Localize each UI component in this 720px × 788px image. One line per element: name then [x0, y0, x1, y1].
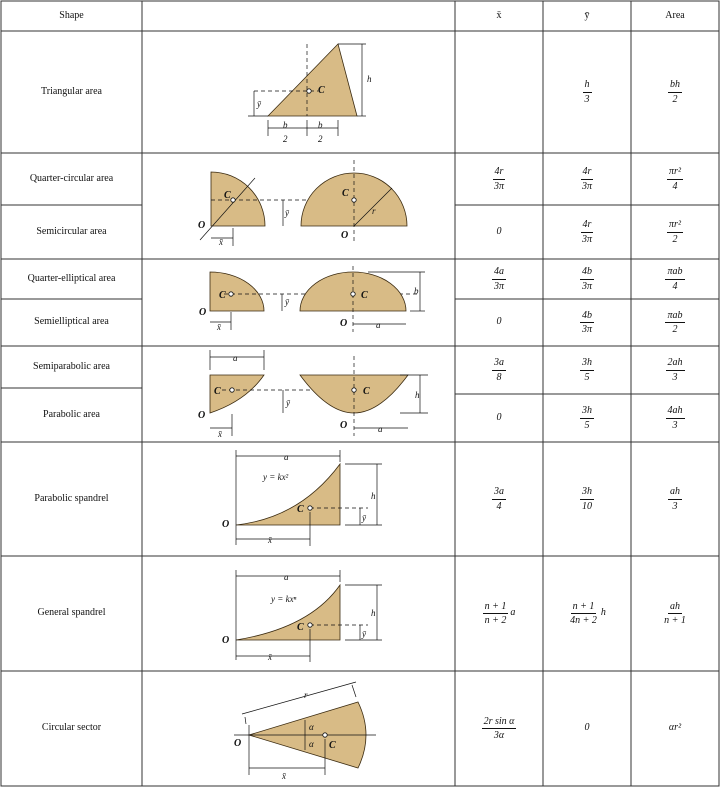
fraction — [492, 486, 506, 512]
figure-circular-sector — [234, 682, 376, 781]
a-label: a — [284, 452, 289, 462]
xbar-value — [455, 153, 543, 205]
numerator: 2ah — [666, 357, 685, 371]
denominator: 3π — [581, 280, 592, 292]
xbar-label: x̄ — [218, 429, 222, 439]
fraction — [662, 601, 688, 627]
fraction — [583, 79, 592, 105]
figure-triangle — [248, 44, 372, 144]
value-text: 0 — [496, 411, 502, 423]
fraction — [483, 601, 509, 627]
numerator: h — [583, 79, 592, 93]
numerator: 3h — [580, 486, 594, 500]
shape-name: Semielliptical area — [34, 316, 109, 328]
fraction — [667, 166, 683, 192]
denominator: 5 — [584, 419, 590, 431]
figure-circles — [198, 160, 407, 247]
numerator: 4ah — [666, 405, 685, 419]
fraction — [580, 219, 594, 245]
curve-equation: y = kx² — [263, 472, 289, 482]
xbar-label: x̄ — [268, 535, 272, 545]
denominator: 4 — [672, 180, 678, 192]
area-value — [631, 299, 719, 346]
denominator: 3α — [493, 730, 505, 741]
denominator: 3π — [581, 324, 592, 335]
fraction — [580, 357, 594, 383]
denominator: 10 — [582, 500, 592, 512]
header-ybar: ȳ — [584, 9, 590, 21]
fraction — [580, 166, 594, 192]
denominator: 8 — [496, 371, 502, 383]
denominator: 3π — [581, 233, 592, 245]
ybar-label: ȳ — [285, 208, 289, 218]
denominator: 2 — [672, 233, 678, 245]
ybar-value — [543, 671, 631, 786]
ybar-label: ȳ — [362, 513, 366, 523]
shape-name: General spandrel — [37, 607, 106, 619]
a-label: a — [284, 572, 289, 582]
xbar-label: x̄ — [268, 652, 272, 662]
numerator: n + 1 — [483, 601, 509, 615]
shape-name: Semicircular area — [36, 225, 107, 237]
area-value — [631, 153, 719, 205]
centroid-label: C — [297, 622, 304, 633]
denominator: 3 — [672, 419, 678, 431]
numerator: 3a — [492, 486, 506, 500]
area-value — [631, 556, 719, 671]
xbar-value — [455, 442, 543, 556]
fraction — [482, 716, 517, 742]
area-value — [631, 259, 719, 299]
fraction — [580, 310, 594, 336]
fraction — [667, 219, 683, 245]
h-label: h — [371, 491, 376, 501]
ybar-value — [543, 31, 631, 153]
fraction-suffix: a — [510, 607, 516, 619]
radius-label: r — [372, 206, 376, 216]
xbar-value — [455, 346, 543, 394]
height-label: h — [367, 74, 372, 84]
value-text: 0 — [584, 722, 590, 734]
ybar-value — [543, 299, 631, 346]
xbar-value — [455, 394, 543, 442]
figure-parabolic-spandrel — [222, 450, 382, 546]
denominator: 3 — [584, 93, 590, 105]
numerator: ah — [668, 486, 682, 500]
centroid-label: C — [224, 190, 231, 201]
figure-ellipses — [199, 266, 425, 332]
xbar-value — [455, 556, 543, 671]
centroid-label: C — [329, 740, 336, 751]
area-value — [631, 205, 719, 259]
a-label: a — [378, 424, 383, 434]
centroid-label: C — [342, 188, 349, 199]
shape-name: Parabolic area — [43, 408, 100, 420]
fraction — [492, 357, 506, 383]
denominator: n + 2 — [484, 615, 507, 626]
numerator: 4a — [492, 266, 506, 280]
fraction-suffix: h — [600, 607, 606, 619]
numerator: πr² — [667, 219, 683, 233]
origin-label: O — [340, 420, 348, 431]
denominator: 4 — [496, 500, 502, 512]
value-text: 0 — [496, 225, 502, 237]
ybar-label: ȳ — [257, 99, 261, 109]
xbar-label: x̄ — [282, 771, 286, 781]
fraction — [668, 486, 682, 512]
shape-name: Circular sector — [41, 722, 102, 734]
numerator: bh — [668, 79, 682, 93]
numerator: 4b — [580, 310, 594, 324]
half-base-denominator: 2 — [283, 134, 288, 144]
figure-general-spandrel — [222, 570, 382, 662]
a-label: a — [376, 320, 381, 330]
ybar-value — [543, 394, 631, 442]
numerator: 2r sin α — [482, 716, 517, 730]
centroid-label: C — [361, 290, 368, 301]
a-label: a — [233, 353, 238, 363]
fraction — [580, 405, 594, 431]
denominator: 4 — [672, 280, 678, 292]
centroid-label: C — [297, 504, 304, 515]
fraction — [665, 310, 684, 336]
fraction — [666, 357, 685, 383]
shape-name: Semiparabolic area — [33, 360, 110, 372]
xbar-value — [455, 299, 543, 346]
fraction — [580, 486, 594, 512]
fraction — [668, 79, 682, 105]
origin-label: O — [341, 230, 349, 241]
denominator: 3π — [493, 280, 504, 292]
shape-name: Quarter-elliptical area — [27, 272, 116, 284]
numerator: 4b — [580, 266, 594, 280]
denominator: 3 — [672, 371, 678, 383]
numerator: 4r — [581, 219, 594, 233]
numerator: 3a — [492, 357, 506, 371]
origin-label: O — [340, 318, 348, 329]
header-area: Area — [665, 9, 685, 21]
numerator: πab — [665, 310, 684, 324]
alpha-label: α — [309, 722, 314, 732]
area-value — [631, 31, 719, 153]
header-shape: Shape — [59, 9, 84, 21]
half-base-label: b — [318, 120, 323, 130]
ybar-value — [543, 205, 631, 259]
alpha-label: α — [309, 739, 314, 749]
denominator: 4n + 2 — [570, 615, 597, 626]
area-value — [631, 394, 719, 442]
h-label: h — [415, 390, 420, 400]
value-text: 0 — [496, 316, 502, 328]
curve-equation: y = kxⁿ — [271, 594, 297, 604]
figure-parabolas — [198, 350, 428, 439]
xbar-value — [455, 671, 543, 786]
fraction — [492, 166, 506, 192]
h-label: h — [371, 608, 376, 618]
shape-name: Quarter-circular area — [29, 172, 114, 184]
denominator: 5 — [584, 371, 590, 383]
ybar-value — [543, 259, 631, 299]
fraction — [492, 266, 506, 292]
area-value — [631, 442, 719, 556]
denominator: n + 1 — [664, 615, 686, 626]
shape-name: Triangular area — [41, 85, 102, 97]
radius-label: r — [304, 690, 308, 700]
centroid-label: C — [318, 85, 325, 96]
ybar-label: ȳ — [286, 398, 290, 408]
xbar-value — [455, 31, 543, 153]
area-value — [631, 671, 719, 786]
fraction — [568, 601, 599, 627]
origin-label: O — [234, 738, 242, 749]
xbar-label: x̄ — [217, 322, 221, 332]
centroid-label: C — [214, 386, 221, 397]
header-xbar: x̄ — [496, 9, 502, 21]
origin-label: O — [198, 410, 206, 421]
numerator: 3h — [580, 357, 594, 371]
half-base-denominator: 2 — [318, 134, 323, 144]
fraction — [666, 405, 685, 431]
ybar-label: ȳ — [285, 297, 289, 307]
fraction — [665, 266, 684, 292]
denominator: 2 — [672, 93, 678, 105]
origin-label: O — [222, 519, 230, 530]
ybar-value — [543, 153, 631, 205]
xbar-value — [455, 205, 543, 259]
origin-label: O — [222, 635, 230, 646]
b-label: b — [414, 286, 419, 296]
centroid-label: C — [363, 386, 370, 397]
numerator: πr² — [667, 166, 683, 180]
origin-label: O — [199, 307, 207, 318]
denominator: 2 — [672, 324, 678, 335]
denominator: 3 — [672, 500, 678, 512]
numerator: 4r — [493, 166, 506, 180]
ybar-label: ȳ — [362, 629, 366, 639]
denominator: 3π — [581, 180, 592, 192]
numerator: πab — [665, 266, 684, 280]
value-text: αr² — [668, 722, 682, 734]
area-value — [631, 346, 719, 394]
numerator: 4r — [581, 166, 594, 180]
half-base-label: b — [283, 120, 288, 130]
centroid-label: C — [219, 290, 226, 301]
xbar-value — [455, 259, 543, 299]
ybar-value — [543, 346, 631, 394]
numerator: n + 1 — [571, 601, 597, 615]
xbar-label: x̄ — [219, 237, 223, 247]
ybar-value — [543, 442, 631, 556]
origin-label: O — [198, 220, 206, 231]
numerator: ah — [668, 601, 682, 615]
denominator: 3π — [493, 180, 504, 192]
shape-name: Parabolic spandrel — [34, 492, 109, 504]
numerator: 3h — [580, 405, 594, 419]
fraction — [580, 266, 594, 292]
ybar-value — [543, 556, 631, 671]
